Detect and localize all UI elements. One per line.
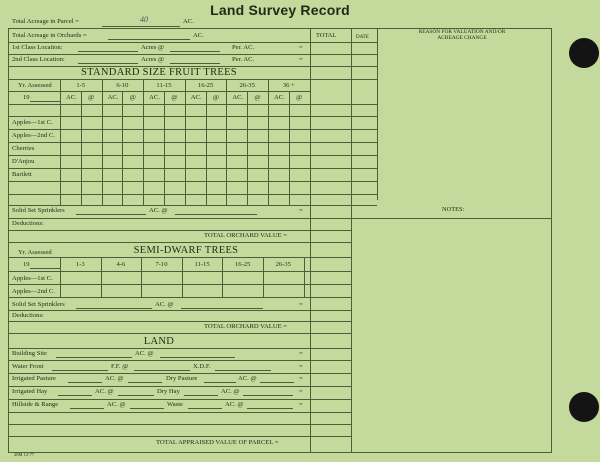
semi-range-6: 26-35 — [275, 261, 291, 268]
semi-deductions: Deductions: — [12, 312, 44, 319]
row-line — [8, 412, 351, 413]
std-grid-col-line — [226, 79, 227, 205]
total-acreage-parcel-label: Total Acreage in Parcel = — [12, 18, 79, 25]
std-grid-col-line — [102, 79, 103, 205]
semi-range-5: 16-25 — [234, 261, 251, 268]
row-line — [8, 242, 351, 243]
frame-bottom — [8, 452, 552, 453]
semi-sprinklers-eq: = — [299, 301, 303, 308]
parcel-value[interactable]: 40 — [140, 15, 148, 24]
hillside-rate-line — [130, 408, 164, 409]
std-grid-row-line — [8, 194, 310, 195]
waste-line — [188, 408, 222, 409]
std-grid-row-line — [310, 104, 377, 105]
second-class-rate-line — [170, 63, 220, 64]
building-site-eq: = — [299, 350, 303, 357]
semi-grid-col-line — [222, 257, 223, 297]
std-range-5: 26-35 — [239, 82, 255, 89]
semi-grid-col-line — [263, 257, 264, 297]
first-class-eq: = — [299, 44, 303, 51]
std-sprinklers-label: Solid Set Sprinklers — [12, 207, 65, 214]
std-sprinklers-eq: = — [299, 207, 303, 214]
row-line — [8, 348, 351, 349]
std-ac-6: AC. — [273, 94, 285, 101]
semi-grid-col-line — [101, 257, 102, 297]
semi-range-4: 11-15 — [194, 261, 210, 268]
irrigated-hay-line — [58, 395, 92, 396]
std-grid-row-line — [8, 205, 377, 206]
semi-row-apples-2: Apples—2nd C. — [12, 288, 55, 295]
water-front-xdf: X.D.F. — [193, 363, 211, 370]
row-line — [8, 373, 351, 374]
semi-yr-assessed: Yr. Assessed — [18, 249, 52, 256]
irrigated-pasture-ac-at: AC. @ — [105, 375, 124, 382]
std-grid-row-line — [8, 116, 310, 117]
hillside-ac-at: AC. @ — [107, 401, 126, 408]
std-grid-row-line — [8, 181, 310, 182]
row-line — [8, 399, 351, 400]
std-range-3: 11-15 — [156, 82, 172, 89]
semi-range-2: 4-6 — [116, 261, 126, 268]
irrigated-pasture-line — [68, 382, 102, 383]
orchards-line — [108, 39, 190, 40]
total-acreage-orchards-label: Total Acreage in Orchards = — [12, 32, 87, 39]
notes-label: NOTES: — [442, 206, 465, 213]
std-ac-1: AC. — [65, 94, 77, 101]
orchards-ac: AC. — [193, 32, 204, 39]
std-grid-row-line — [310, 129, 377, 130]
row-line — [8, 79, 377, 80]
dry-pasture-line — [204, 382, 236, 383]
semi-grid-row-line — [8, 297, 351, 298]
waste-rate-line — [247, 408, 293, 409]
parcel-ac-label: AC. — [183, 18, 194, 25]
hay-eq: = — [299, 388, 303, 395]
xdf-line — [215, 370, 271, 371]
semi-sprinklers-ac-at: AC. @ — [155, 301, 174, 308]
std-range-6: 36 + — [282, 82, 295, 89]
dry-pasture-label: Dry Pasture — [166, 375, 198, 382]
semi-sprinkler-line — [76, 308, 152, 309]
std-at-4: @ — [212, 94, 220, 101]
hillside-eq: = — [299, 401, 303, 408]
row-line — [8, 386, 351, 387]
std-grid-subcol-line — [289, 91, 290, 205]
row-line — [8, 218, 552, 219]
std-row-apples-1: Apples—1st C. — [12, 119, 53, 126]
std-ac-5: AC. — [232, 94, 244, 101]
second-class-acres-at: Acres @ — [141, 56, 165, 63]
row-line — [8, 42, 377, 43]
semi-sprinkler-rate-line — [181, 308, 263, 309]
std-range-4: 16-25 — [197, 82, 214, 89]
std-sprinkler-line — [76, 214, 146, 215]
std-grid-row-line — [310, 168, 377, 169]
irrigated-hay-label: Irrigated Hay — [12, 388, 48, 395]
hillside-range-label: Hillside & Range — [12, 401, 59, 408]
std-grid-subcol-line — [206, 91, 207, 205]
std-row-apples-2: Apples—2nd C. — [12, 132, 55, 139]
row-line — [8, 54, 377, 55]
form-number: 20M 12-77 — [14, 452, 35, 457]
irrigated-pasture-rate-line — [128, 382, 162, 383]
date-col-header: DATE — [356, 35, 369, 40]
semi-grid-col-line — [182, 257, 183, 297]
semi-total-orchard-value: TOTAL ORCHARD VALUE = — [204, 323, 287, 330]
std-row-danjou: D'Anjou — [12, 158, 35, 165]
std-deductions: Deductions: — [12, 220, 44, 227]
water-front-rate-line — [134, 370, 190, 371]
second-class-line — [78, 63, 138, 64]
water-front-eq: = — [299, 363, 303, 370]
std-at-5: @ — [254, 94, 261, 101]
total-col-header: TOTAL — [316, 32, 337, 39]
form-title: Land Survey Record — [210, 2, 350, 18]
std-total-orchard-value: TOTAL ORCHARD VALUE = — [204, 232, 287, 239]
dry-pasture-rate-line — [260, 382, 294, 383]
std-grid-row-line — [8, 104, 310, 105]
year-line — [30, 101, 60, 102]
second-class-per-ac: Per. AC. — [232, 56, 255, 63]
first-class-per-ac: Per. AC. — [232, 44, 255, 51]
second-class-eq: = — [299, 56, 303, 63]
first-class-label: 1st Class Location: — [12, 44, 63, 51]
std-grid-subcol-line — [81, 91, 82, 205]
semi-grid-col-line — [141, 257, 142, 297]
row-line — [8, 230, 351, 231]
dry-pasture-ac-at: AC. @ — [238, 375, 257, 382]
building-site-rate-line — [160, 357, 235, 358]
std-sprinkler-rate-line — [175, 214, 257, 215]
std-at-1: @ — [88, 94, 95, 101]
frame-right — [551, 28, 552, 452]
binder-hole-bottom — [569, 392, 599, 422]
land-heading: LAND — [143, 336, 175, 347]
building-site-label: Building Site — [12, 350, 47, 357]
std-grid-col-line — [310, 79, 311, 205]
standard-yr-assessed: Yr. Assessed — [18, 82, 52, 89]
std-ac-2: AC. — [107, 94, 119, 101]
parcel-value-line — [102, 26, 180, 27]
first-class-acres-at: Acres @ — [141, 44, 165, 51]
building-site-ac-at: AC. @ — [135, 350, 154, 357]
row-line — [8, 360, 351, 361]
std-grid-row-line — [310, 181, 377, 182]
std-grid-subcol-line — [164, 91, 165, 205]
water-front-ff-at: F.F. @ — [111, 363, 129, 370]
pasture-eq: = — [299, 375, 303, 382]
std-row-cherries: Cherries — [12, 145, 35, 152]
std-grid-col-line — [143, 79, 144, 205]
dry-hay-rate-line — [243, 395, 293, 396]
reason-col-divider — [377, 28, 378, 200]
water-front-label: Water Front — [12, 363, 44, 370]
semi-grid-col-line — [304, 257, 305, 297]
std-grid-row-line — [8, 168, 310, 169]
first-class-line — [78, 51, 138, 52]
water-front-line — [52, 370, 108, 371]
dry-hay-label: Dry Hay — [157, 388, 180, 395]
semi-range-3: 7-10 — [155, 261, 168, 268]
std-grid-row-line — [310, 155, 377, 156]
std-grid-row-line — [310, 194, 377, 195]
second-class-label: 2nd Class Location: — [12, 56, 65, 63]
building-site-line — [56, 357, 132, 358]
semi-grid-col-line — [60, 257, 61, 297]
std-grid-subcol-line — [122, 91, 123, 205]
std-ac-4: AC. — [190, 94, 202, 101]
dry-hay-line — [184, 395, 218, 396]
row-line — [8, 436, 351, 437]
semi-sprinklers-label: Solid Set Sprinklers — [12, 301, 65, 308]
row-line — [8, 333, 351, 334]
reason-col-header: REASON FOR VALUATION AND/OR ACREAGE CHANGE — [418, 29, 506, 41]
total-appraised-value: TOTAL APPRAISED VALUE OF PARCEL = — [156, 439, 279, 446]
std-grid-row-line — [8, 142, 310, 143]
hillside-line — [70, 408, 104, 409]
std-at-2: @ — [129, 94, 136, 101]
std-grid-row-line — [8, 91, 310, 92]
dry-hay-ac-at: AC. @ — [221, 388, 240, 395]
standard-heading: STANDARD SIZE FRUIT TREES — [81, 67, 237, 78]
std-ac-3: AC. — [149, 94, 160, 101]
semi-row-apples-1: Apples—1st C. — [12, 275, 53, 282]
std-grid-col-line — [268, 79, 269, 205]
std-grid-row-line — [8, 155, 310, 156]
std-grid-row-line — [310, 142, 377, 143]
row-line — [8, 321, 351, 322]
std-at-3: @ — [171, 94, 178, 101]
semi-range-1: 1-3 — [75, 261, 85, 268]
year-line — [30, 268, 60, 269]
std-range-2: 6-10 — [116, 82, 129, 89]
semi-nineteen: 19 — [23, 261, 30, 268]
std-grid-col-line — [60, 79, 61, 205]
std-range-1: 1-5 — [76, 82, 86, 89]
std-grid-col-line — [185, 79, 186, 205]
std-grid-row-line — [8, 129, 310, 130]
waste-ac-at: AC. @ — [225, 401, 244, 408]
date-col-divider — [351, 28, 352, 452]
standard-nineteen: 19 — [23, 94, 30, 101]
row-line — [8, 310, 351, 311]
std-at-6: @ — [296, 94, 303, 101]
std-grid-row-line — [310, 116, 377, 117]
irrigated-hay-rate-line — [118, 395, 154, 396]
row-line — [8, 424, 351, 425]
irrigated-pasture-label: Irrigated Pasture — [12, 375, 56, 382]
std-row-bartlett: Bartlett — [12, 171, 32, 178]
std-sprinklers-ac-at: AC. @ — [149, 207, 168, 214]
first-class-rate-line — [170, 51, 220, 52]
irrigated-hay-ac-at: AC. @ — [95, 388, 114, 395]
std-grid-subcol-line — [247, 91, 248, 205]
binder-hole-top — [569, 38, 599, 68]
semi-heading: SEMI-DWARF TREES — [133, 245, 239, 256]
waste-label: Waste — [167, 401, 183, 408]
